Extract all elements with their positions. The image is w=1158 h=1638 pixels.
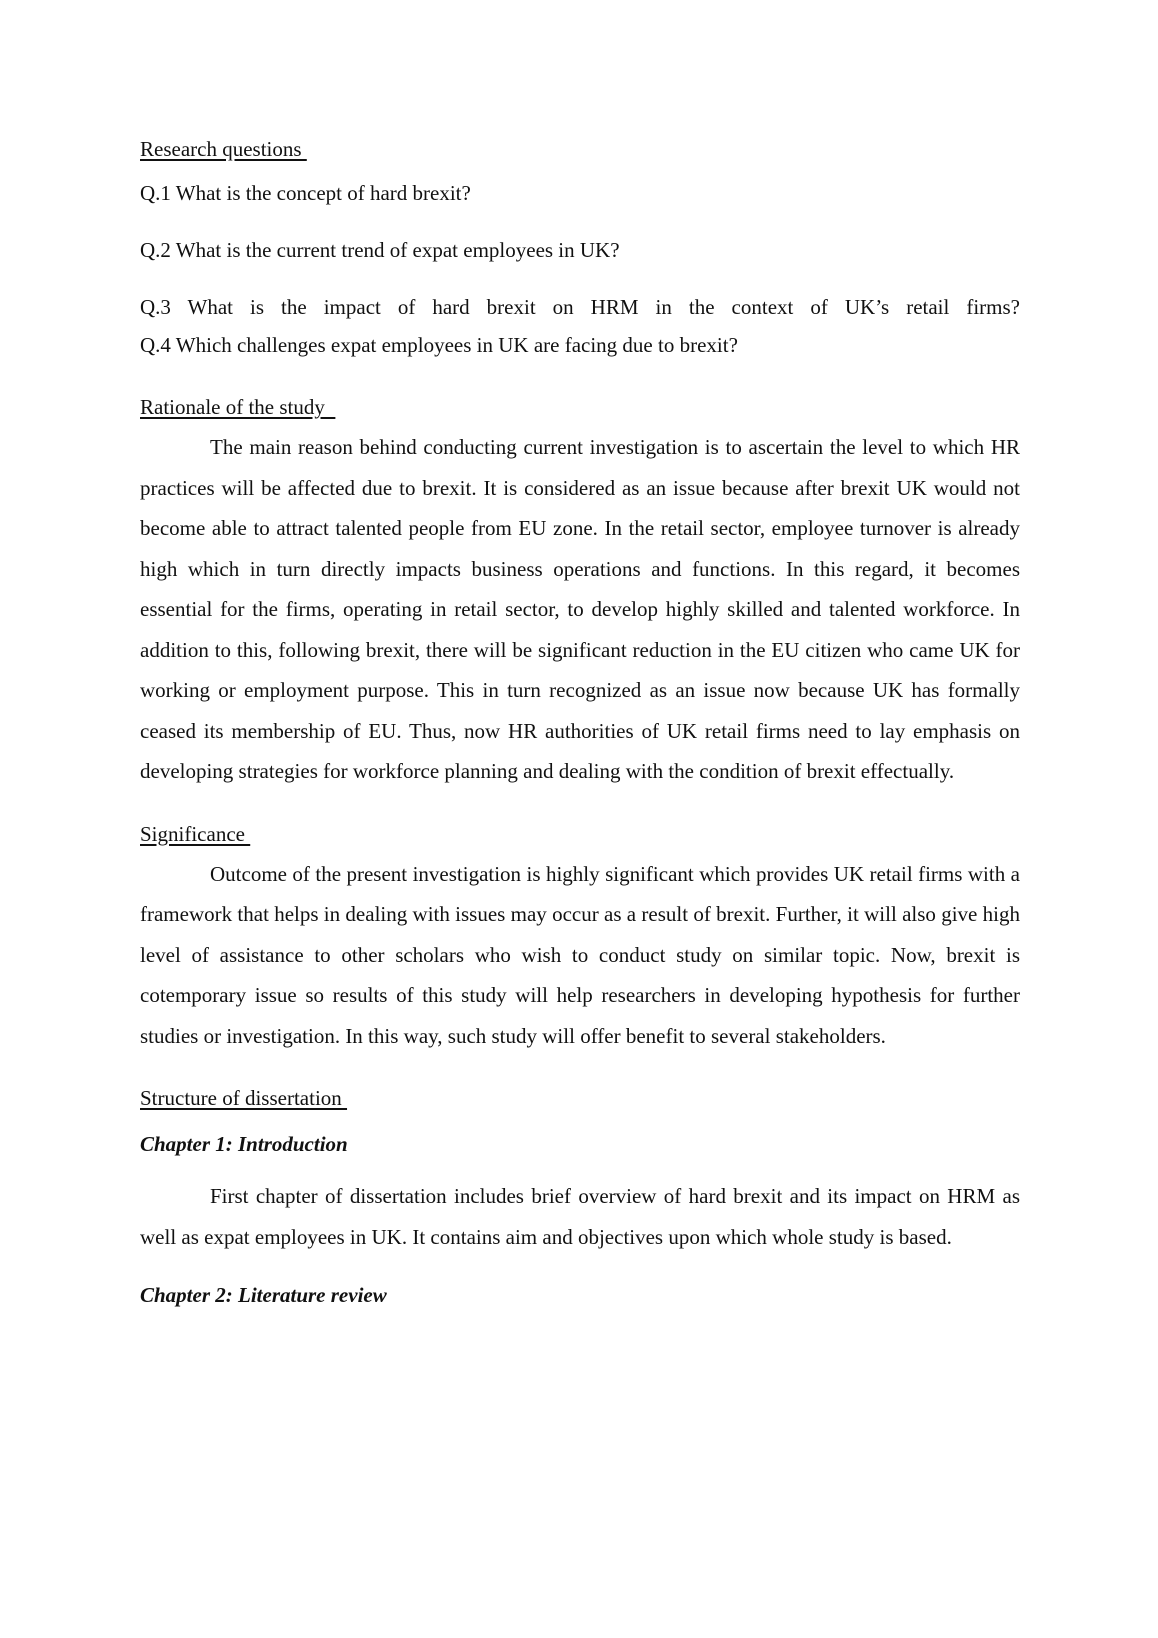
rationale-paragraph: The main reason behind conducting current investigation is to ascertain the level to which HR practices will be affected due to brexit. It is considered as an issue because after brexit UK would not become able to attract talented people from EU zone. In the retail sector, employee turnover is already high which in turn directly impacts business operations and functions. In this regard, it becomes essential for the firms, operating in retail sector, to develop highly skilled and talented workforce. In addition to this, following brexit, there will be significant reduction in the EU citizen who came UK for working or employment purpose. This in turn recognized as an issue now because UK has formally ceased its membership of EU. Thus, now HR authorities of UK retail firms need to lay emphasis on developing strategies for workforce planning and dealing with the condition of brexit effectually. [140, 435, 1020, 783]
chapter-1-paragraph: First chapter of dissertation includes brief overview of hard brexit and its impact on HRM as well as expat employees in UK. It contains aim and objectives upon which whole study is based. [140, 1184, 1020, 1249]
chapter-2-title: Chapter 2: Literature review [140, 1283, 387, 1307]
structure-heading: Structure of dissertation [140, 1086, 348, 1110]
question-3: Q.3 What is the impact of hard brexit on HRM in the context of UK’s retail firms? [140, 295, 1020, 319]
significance-paragraph: Outcome of the present investigation is highly significant which provides UK retail firms with a framework that helps in dealing with issues may occur as a result of brexit. Further, it will also give high level of assistance to other scholars who wish to conduct study on similar topic. Now, brexit is cotemporary issue so results of this study will help researchers in developing hypothesis for further studies or investigation. In this way, such study will offer benefit to several stakeholders. [140, 861, 1020, 1048]
research-questions-heading: Research questions [140, 137, 307, 161]
document-page [140, 135, 1020, 1309]
question-4: Q.4 Which challenges expat employees in UK are facing due to brexit? [140, 333, 738, 357]
question-1: Q.1 What is the concept of hard brexit? [140, 181, 471, 205]
rationale-heading: Rationale of the study [140, 395, 336, 419]
significance-heading: Significance [140, 821, 251, 846]
question-2: Q.2 What is the current trend of expat employees in UK? [140, 238, 620, 262]
chapter-1-title: Chapter 1: Introduction [140, 1132, 348, 1156]
